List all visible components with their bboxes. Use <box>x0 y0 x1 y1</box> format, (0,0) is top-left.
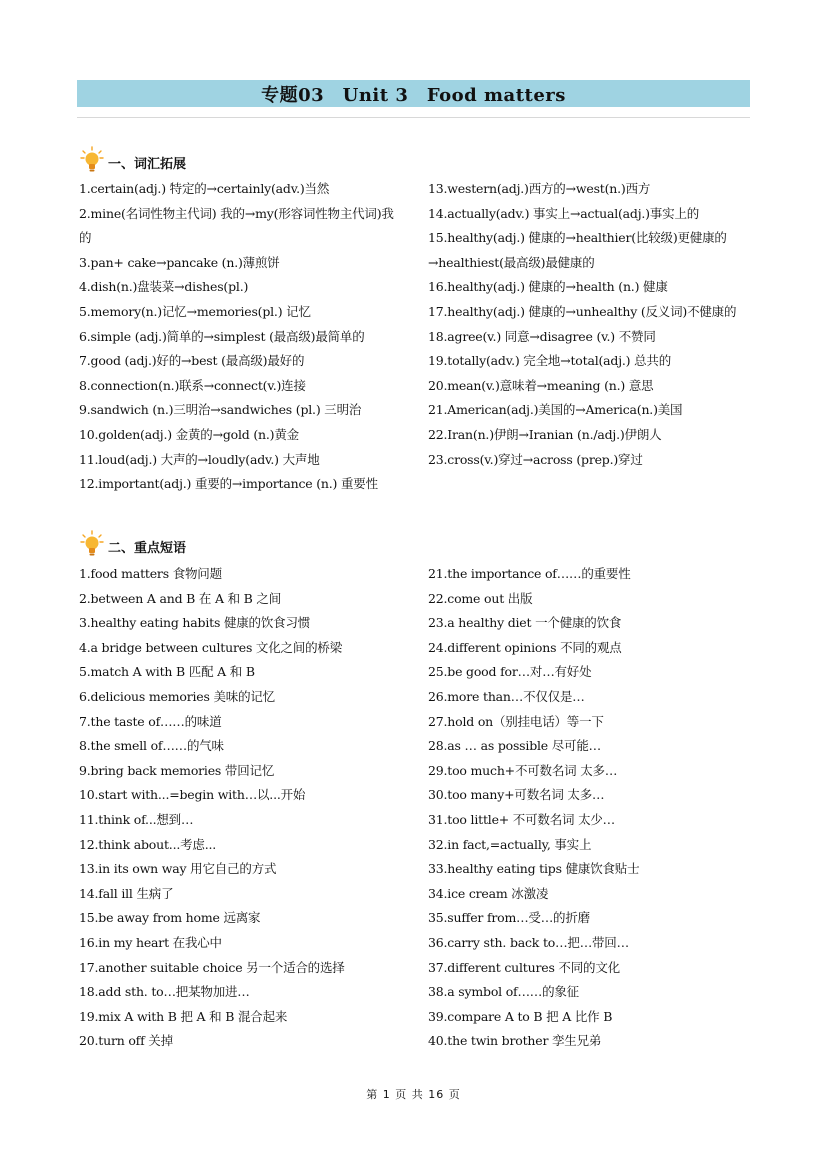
list-item: 22.Iran(n.)伊朗→Iranian (n./adj.)伊朗人 <box>428 426 662 442</box>
list-item: 3.pan+ cake→pancake (n.)薄煎饼 <box>79 254 280 270</box>
list-item: 18.add sth. to…把某物加进… <box>79 984 250 1000</box>
list-item: 19.totally(adv.) 完全地→total(adj.) 总共的 <box>428 353 672 369</box>
list-item: 12.think about...考虑... <box>79 836 217 852</box>
list-item: 35.suffer from…受…的折磨 <box>428 910 590 926</box>
list-item: 11.loud(adj.) 大声的→loudly(adv.) 大声地 <box>79 451 320 467</box>
list-item: 3.healthy eating habits 健康的饮食习惯 <box>79 615 311 631</box>
list-item: 23.cross(v.)穿过→across (prep.)穿过 <box>428 451 643 467</box>
list-item: 21.American(adj.)美国的→America(n.)美国 <box>428 402 683 418</box>
list-item: 6.delicious memories 美味的记忆 <box>79 688 275 704</box>
list-item: 2.between A and B 在 A 和 B 之间 <box>79 590 282 606</box>
vocab-list-left <box>79 177 399 497</box>
list-item: 7.the taste of……的味道 <box>79 713 222 729</box>
phrases-section-heading <box>80 530 186 558</box>
list-item: 13.western(adj.)西方的→west(n.)西方 <box>428 181 651 196</box>
list-item: 22.come out 出版 <box>428 590 533 606</box>
list-item: 2.mine(名词性物主代词) 我的→my(形容词性物主代词)我的 <box>79 205 394 246</box>
lightbulb-icon <box>80 530 104 558</box>
list-item: 15.be away from home 远离家 <box>79 910 261 926</box>
list-item: 32.in fact,=actually, 事实上 <box>428 836 592 852</box>
list-item: 4.dish(n.)盘装菜→dishes(pl.) <box>79 279 249 295</box>
document-title-bar <box>77 80 750 107</box>
list-item: 17.healthy(adj.) 健康的→unhealthy (反义词)不健康的 <box>428 303 737 319</box>
list-item: 29.too much+不可数名词 太多… <box>428 762 618 778</box>
phrases-list-right <box>428 562 746 1054</box>
list-item: 25.be good for…对…有好处 <box>428 664 592 680</box>
document-title: 专题03 Unit 3 Food matters <box>261 84 566 106</box>
list-item: 21.the importance of……的重要性 <box>428 566 631 581</box>
list-item: 20.turn off 关掉 <box>79 1033 173 1049</box>
lightbulb-icon <box>80 146 104 174</box>
list-item: 27.hold on（别挂电话）等一下 <box>428 713 604 729</box>
list-item: 36.carry sth. back to…把…带回… <box>428 934 629 950</box>
list-item: 16.in my heart 在我心中 <box>79 934 222 950</box>
list-item: 14.fall ill 生病了 <box>79 885 174 901</box>
vocab-section-heading <box>80 146 186 174</box>
list-item: 1.food matters 食物问题 <box>79 566 222 581</box>
list-item: 24.different opinions 不同的观点 <box>428 639 622 655</box>
list-item: 12.important(adj.) 重要的→importance (n.) 重要性 <box>79 476 378 492</box>
list-item: 19.mix A with B 把 A 和 B 混合起来 <box>79 1008 288 1024</box>
list-item: 9.bring back memories 带回记忆 <box>79 762 275 778</box>
list-item: 13.in its own way 用它自己的方式 <box>79 861 277 877</box>
list-item: 40.the twin brother 孪生兄弟 <box>428 1033 602 1049</box>
list-item: 18.agree(v.) 同意→disagree (v.) 不赞同 <box>428 328 656 344</box>
list-item: 31.too little+ 不可数名词 太少… <box>428 811 615 827</box>
vocab-list-right <box>428 177 746 472</box>
list-item: 20.mean(v.)意味着→meaning (n.) 意思 <box>428 377 654 393</box>
phrases-list-left <box>79 562 409 1054</box>
list-item: 8.the smell of……的气味 <box>79 738 224 754</box>
list-item: 26.more than…不仅仅是… <box>428 688 585 704</box>
list-item: 7.good (adj.)好的→best (最高级)最好的 <box>79 353 305 369</box>
list-item: 16.healthy(adj.) 健康的→health (n.) 健康 <box>428 279 668 295</box>
list-item: 10.start with...=begin with…以...开始 <box>79 787 306 803</box>
list-item: 8.connection(n.)联系→connect(v.)连接 <box>79 377 306 393</box>
phrases-heading-text: 二、重点短语 <box>108 541 187 556</box>
vocab-heading-text: 一、词汇拓展 <box>108 157 187 172</box>
list-item: 5.memory(n.)记忆→memories(pl.) 记忆 <box>79 303 311 319</box>
list-item: 4.a bridge between cultures 文化之间的桥梁 <box>79 639 343 655</box>
list-item: 34.ice cream 冰激凌 <box>428 885 549 901</box>
list-item: 38.a symbol of……的象征 <box>428 984 579 1000</box>
list-item: 9.sandwich (n.)三明治→sandwiches (pl.) 三明治 <box>79 402 362 418</box>
list-item: 33.healthy eating tips 健康饮食贴士 <box>428 861 640 877</box>
list-item: 1.certain(adj.) 特定的→certainly(adv.)当然 <box>79 181 330 196</box>
list-item: 11.think of...想到… <box>79 811 194 827</box>
page-footer: 第 1 页 共 16 页 <box>366 1088 461 1101</box>
list-item: 6.simple (adj.)简单的→simplest (最高级)最简单的 <box>79 328 365 344</box>
list-item: 39.compare A to B 把 A 比作 B <box>428 1008 613 1024</box>
list-item: 5.match A with B 匹配 A 和 B <box>79 664 255 680</box>
title-divider <box>77 117 750 118</box>
list-item: 28.as … as possible 尽可能… <box>428 738 601 754</box>
list-item: 10.golden(adj.) 金黄的→gold (n.)黄金 <box>79 426 299 442</box>
list-item: 17.another suitable choice 另一个适合的选择 <box>79 959 345 975</box>
list-item: 37.different cultures 不同的文化 <box>428 959 620 975</box>
list-item: 30.too many+可数名词 太多… <box>428 787 605 803</box>
list-item: 15.healthy(adj.) 健康的→healthier(比较级)更健康的→healthiest(最高级)最健康的 <box>428 230 727 270</box>
list-item: 14.actually(adv.) 事实上→actual(adj.)事实上的 <box>428 205 700 221</box>
list-item: 23.a healthy diet 一个健康的饮食 <box>428 615 622 631</box>
